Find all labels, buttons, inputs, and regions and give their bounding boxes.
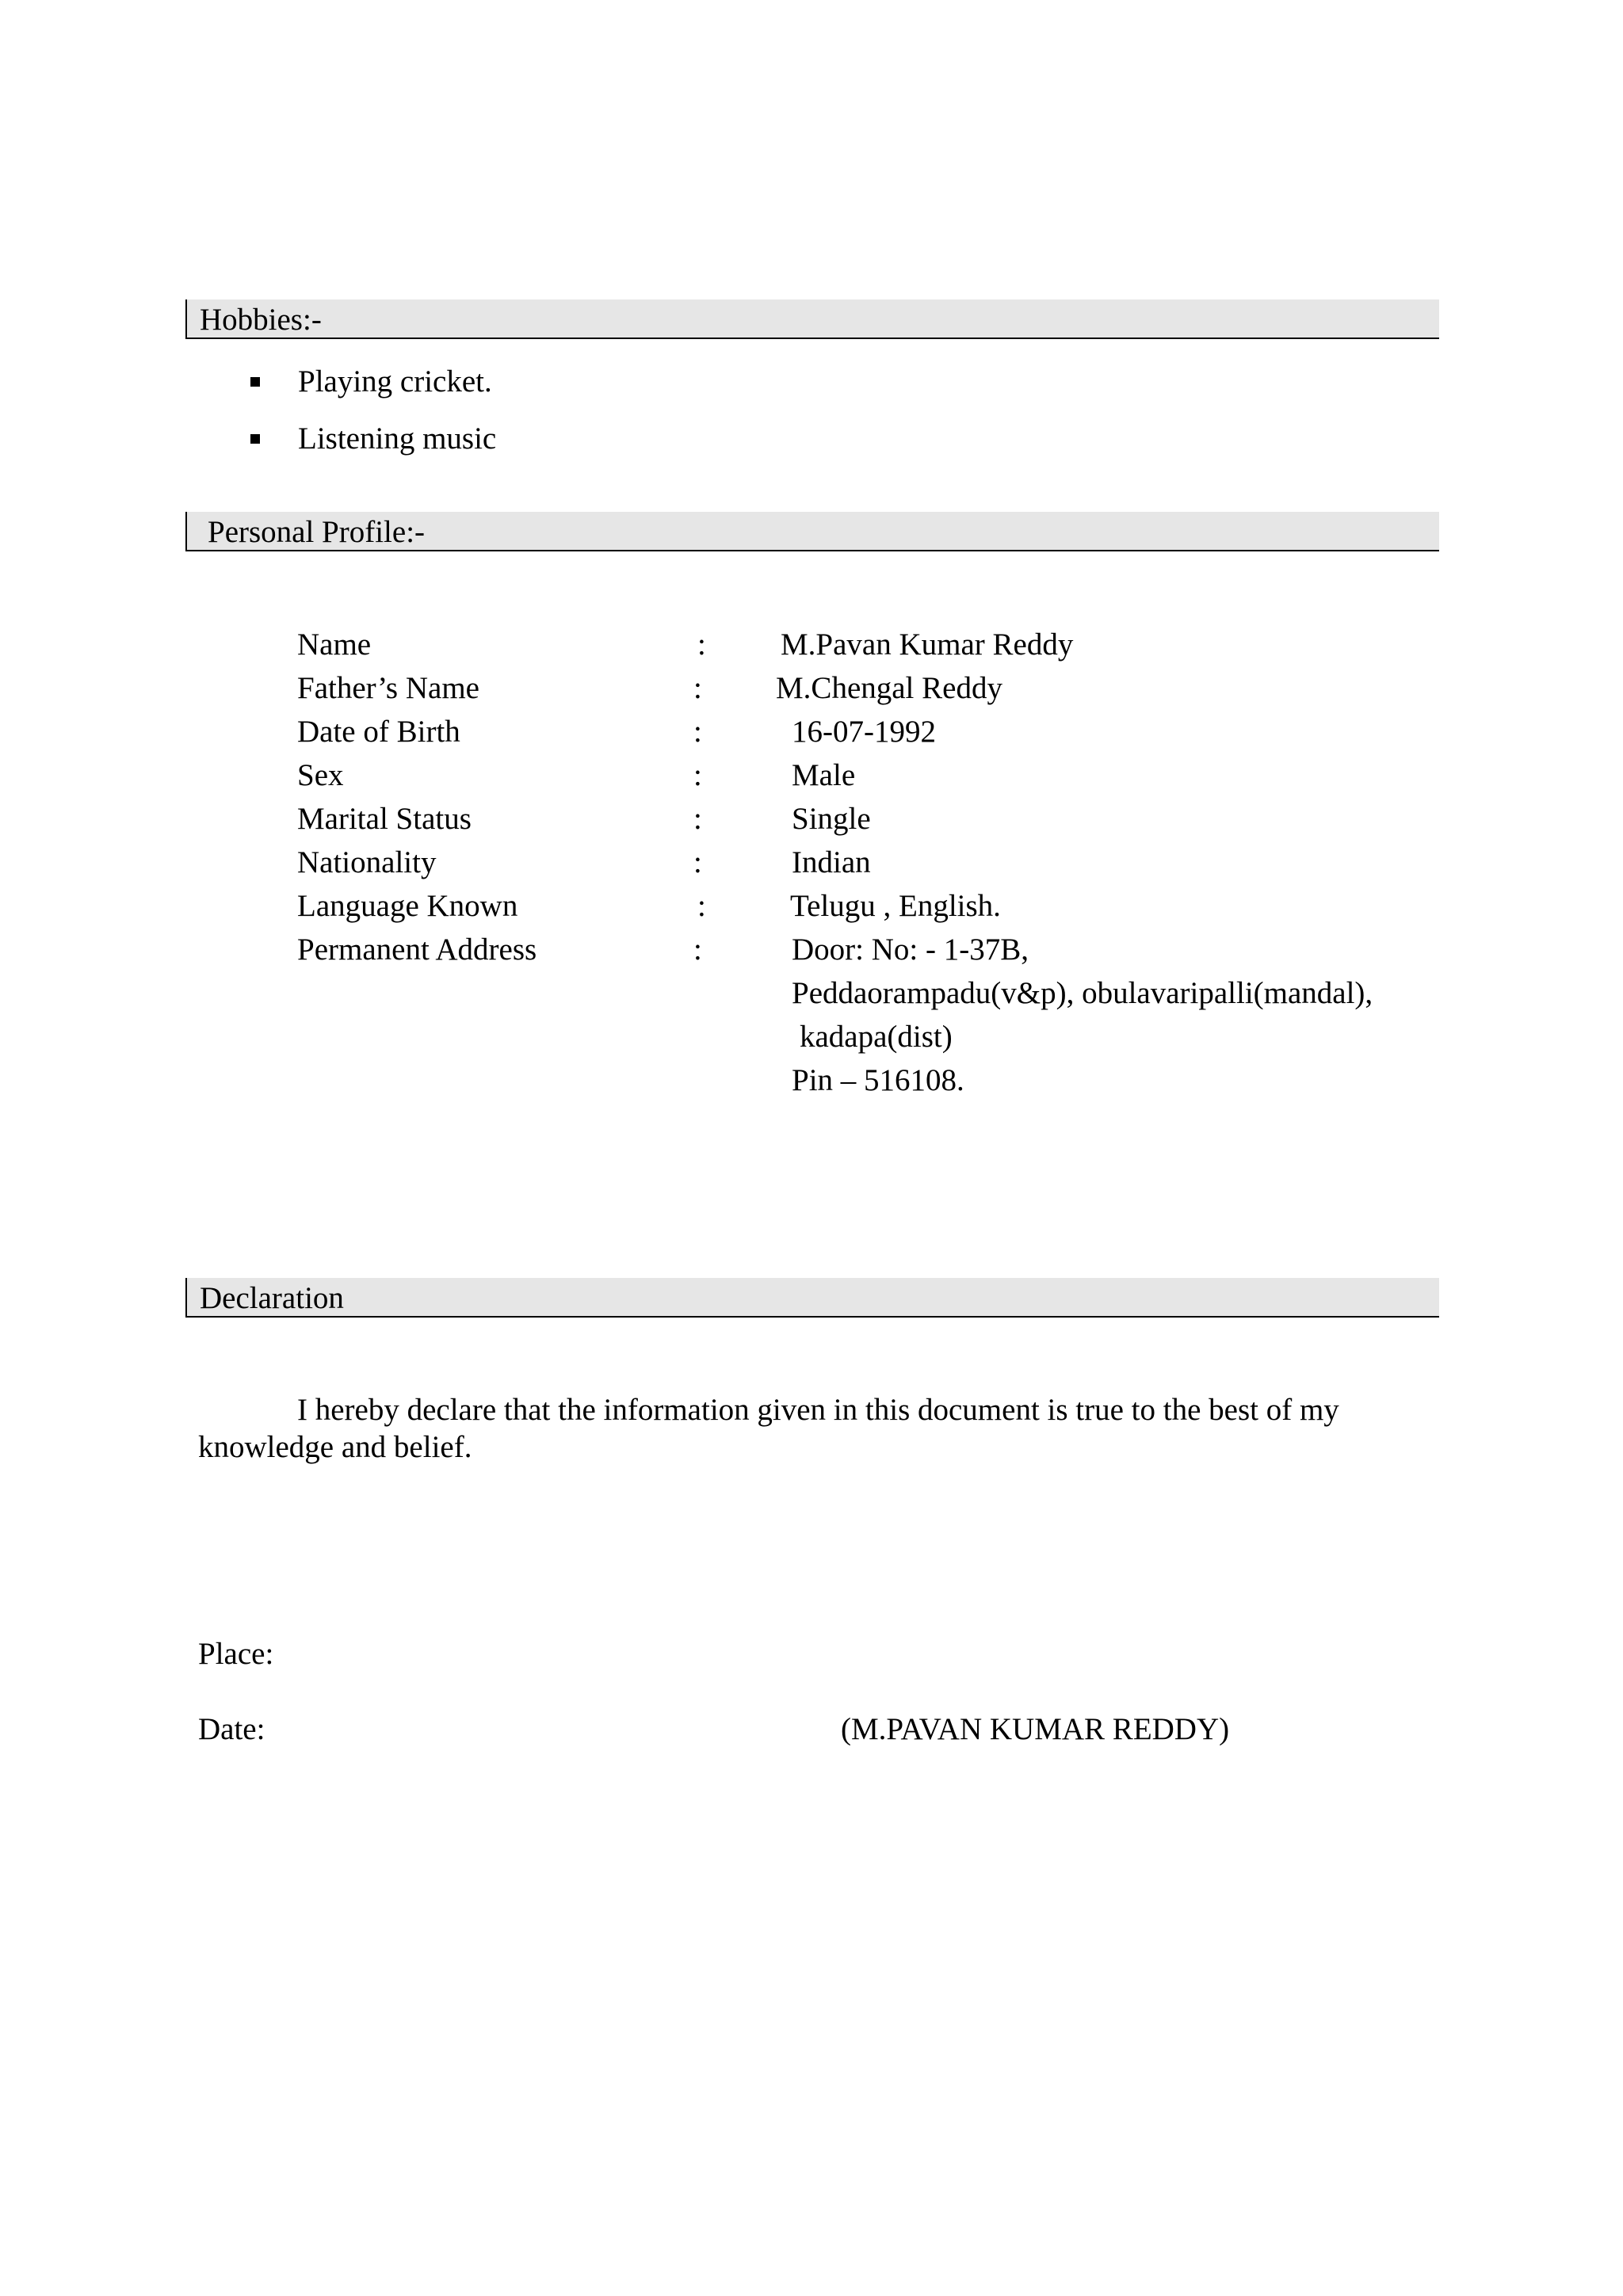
declaration-text-line1: I hereby declare that the information given in this document is true to the best of my [297,1393,1339,1427]
date-label: Date: [198,1712,265,1746]
place-label: Place: [198,1637,274,1671]
profile-value: Male [792,758,856,792]
profile-label: Father’s Name [297,671,479,705]
profile-colon: : [693,671,702,705]
profile-label: Language Known [297,889,518,923]
profile-label: Sex [297,758,344,792]
square-bullet-icon [250,377,260,387]
profile-value: M.Chengal Reddy [776,671,1002,705]
profile-value: Indian [792,845,871,879]
profile-colon: : [693,715,702,749]
profile-row-permanent-address [297,933,1438,967]
address-line: kadapa(dist) [800,1020,953,1054]
profile-value: 16-07-1992 [792,715,936,749]
profile-row-marital-status [297,802,1438,837]
profile-colon: : [697,889,706,923]
hobbies-header [185,299,1439,339]
hobbies-title: Hobbies:- [200,303,322,337]
profile-label: Name [297,627,372,662]
profile-row-father-name [297,671,1438,706]
profile-row-nationality [297,845,1438,880]
profile-row-sex [297,758,1438,793]
declaration-header [185,1278,1439,1318]
square-bullet-icon [250,434,260,444]
signature-name: (M.PAVAN KUMAR REDDY) [841,1712,1230,1746]
address-line: Pin – 516108. [792,1063,964,1097]
profile-row-name [297,627,1438,662]
profile-value: M.Pavan Kumar Reddy [781,627,1074,662]
profile-colon: : [693,802,702,836]
profile-value: Single [792,802,871,836]
profile-value: Telugu , English. [790,889,1001,923]
profile-row-date-of-birth [297,715,1438,749]
profile-row-language-known [297,889,1438,924]
personal-profile-title: Personal Profile:- [208,515,426,549]
profile-colon: : [693,758,702,792]
profile-value: Door: No: - 1-37B, [792,933,1029,967]
profile-label: Date of Birth [297,715,460,749]
profile-label: Permanent Address [297,933,537,967]
profile-colon: : [697,627,706,662]
profile-colon: : [693,845,702,879]
declaration-text-line2: knowledge and belief. [198,1430,472,1464]
hobby-text: Listening music [298,421,497,456]
profile-label: Nationality [297,845,437,879]
profile-label: Marital Status [297,802,472,836]
declaration-title: Declaration [200,1281,344,1315]
hobby-text: Playing cricket. [298,364,492,399]
address-line: Peddaorampadu(v&p), obulavaripalli(mandal), [792,976,1373,1010]
profile-colon: : [693,933,702,967]
personal-profile-header [185,512,1439,551]
